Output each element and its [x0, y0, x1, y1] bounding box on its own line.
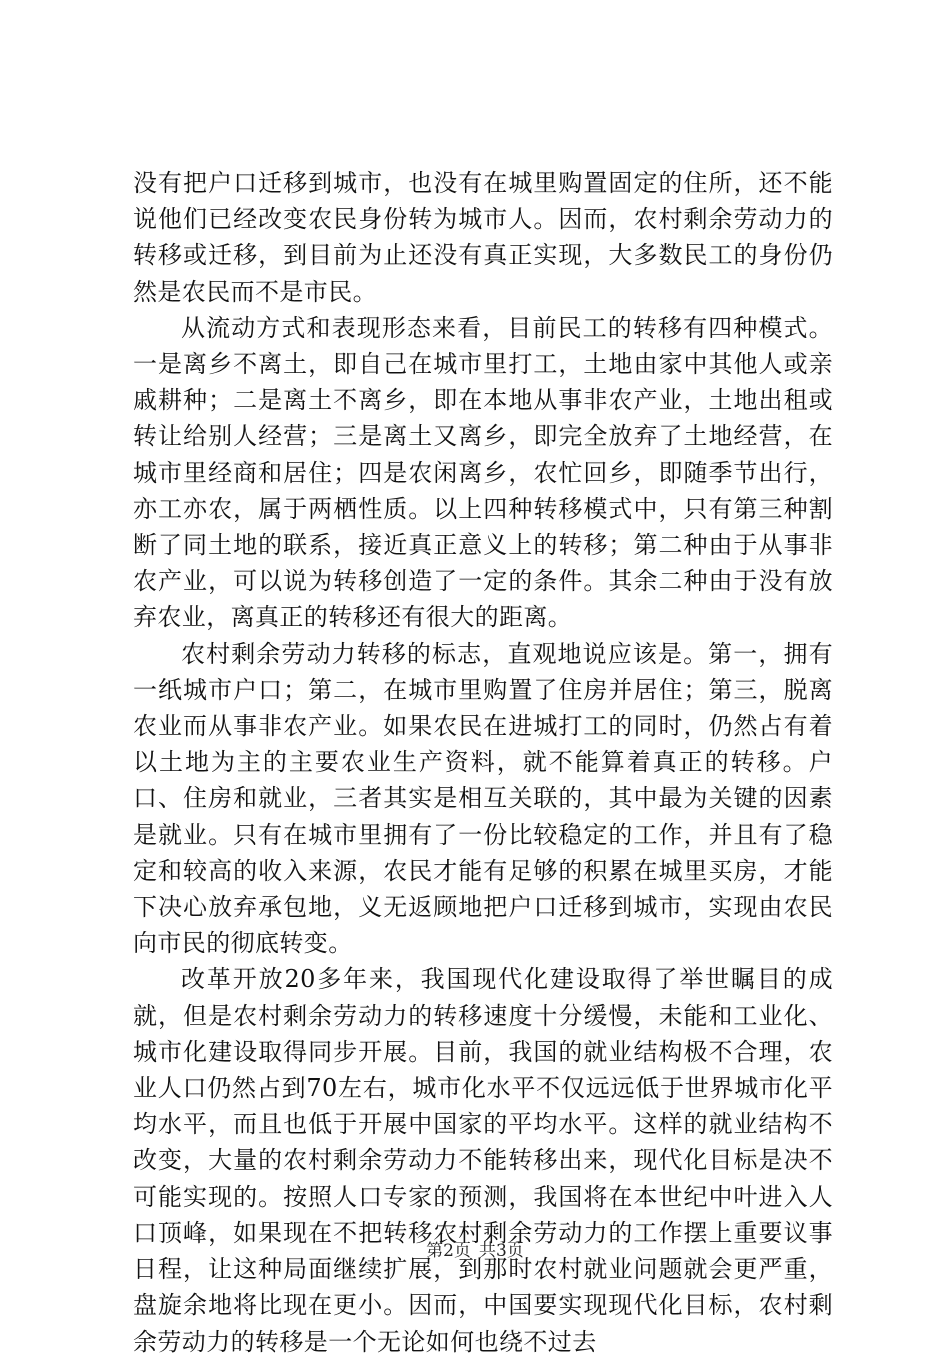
paragraph-3: 农村剩余劳动力转移的标志，直观地说应该是。第一，拥有一纸城市户口；第二，在城市里购置了住房并居住；第三，脱离农业而从事非农产业。如果农民在进城打工的同时，仍然占有着以土地为主的主要农业生产资料，就不能算着真正的转移。户口、住房和就业，三者其实是相互关联的，其中最为关键的因素是就业。只有在城市里拥有了一份比较稳定的工作，并且有了稳定和较高的收入来源，农民才能有足够的积累在城里买房，才能下决心放弃承包地，义无返顾地把户口迁移到城市，实现由农民向市民的彻底转变。 — [133, 639, 833, 958]
paragraph-2: 从流动方式和表现形态来看，目前民工的转移有四种模式。一是离乡不离土，即自己在城市里打工，土地由家中其他人或亲戚耕种；二是离土不离乡，即在本地从事非农产业，土地出租或转让给别人经营；三是离土又离乡，即完全放弃了土地经营，在城市里经商和居住；四是农闲离乡，农忙回乡，即随季节出行，亦工亦农，属于两栖性质。以上四种转移模式中，只有第三种割断了同土地的联系，接近真正意义上的转移；第二种由于从事非农产业，可以说为转移创造了一定的条件。其余二种由于没有放弃农业，离真正的转移还有很大的距离。 — [133, 313, 833, 632]
document-body — [133, 165, 833, 1360]
page-footer — [0, 1236, 950, 1261]
page-number: 第2页 — [426, 1241, 471, 1261]
paragraph-1: 没有把户口迁移到城市，也没有在城里购置固定的住所，还不能说他们已经改变农民身份转为城市人。因而，农村剩余劳动力的转移或迁移，到目前为止还没有真正实现，大多数民工的身份仍然是农民而不是市民。 — [133, 169, 833, 306]
page-total: 共3页 — [479, 1241, 524, 1261]
paragraph-4: 改革开放20多年来，我国现代化建设取得了举世瞩目的成就，但是农村剩余劳动力的转移速度十分缓慢，未能和工业化、城市化建设取得同步开展。目前，我国的就业结构极不合理，农业人口仍然占到70左右，城市化水平不仅远远低于世界城市化平均水平，而且也低于开展中国家的平均水平。这样的就业结构不改变，大量的农村剩余劳动力不能转移出来，现代化目标是决不可能实现的。按照人口专家的预测，我国将在本世纪中叶进入人口顶峰，如果现在不把转移农村剩余劳动力的工作摆上重要议事日程，让这种局面继续扩展，到那时农村就业问题就会更严重，盘旋余地将比现在更小。因而，中国要实现现代化目标，农村剩余劳动力的转移是一个无论如何也绕不过去 — [133, 965, 833, 1356]
